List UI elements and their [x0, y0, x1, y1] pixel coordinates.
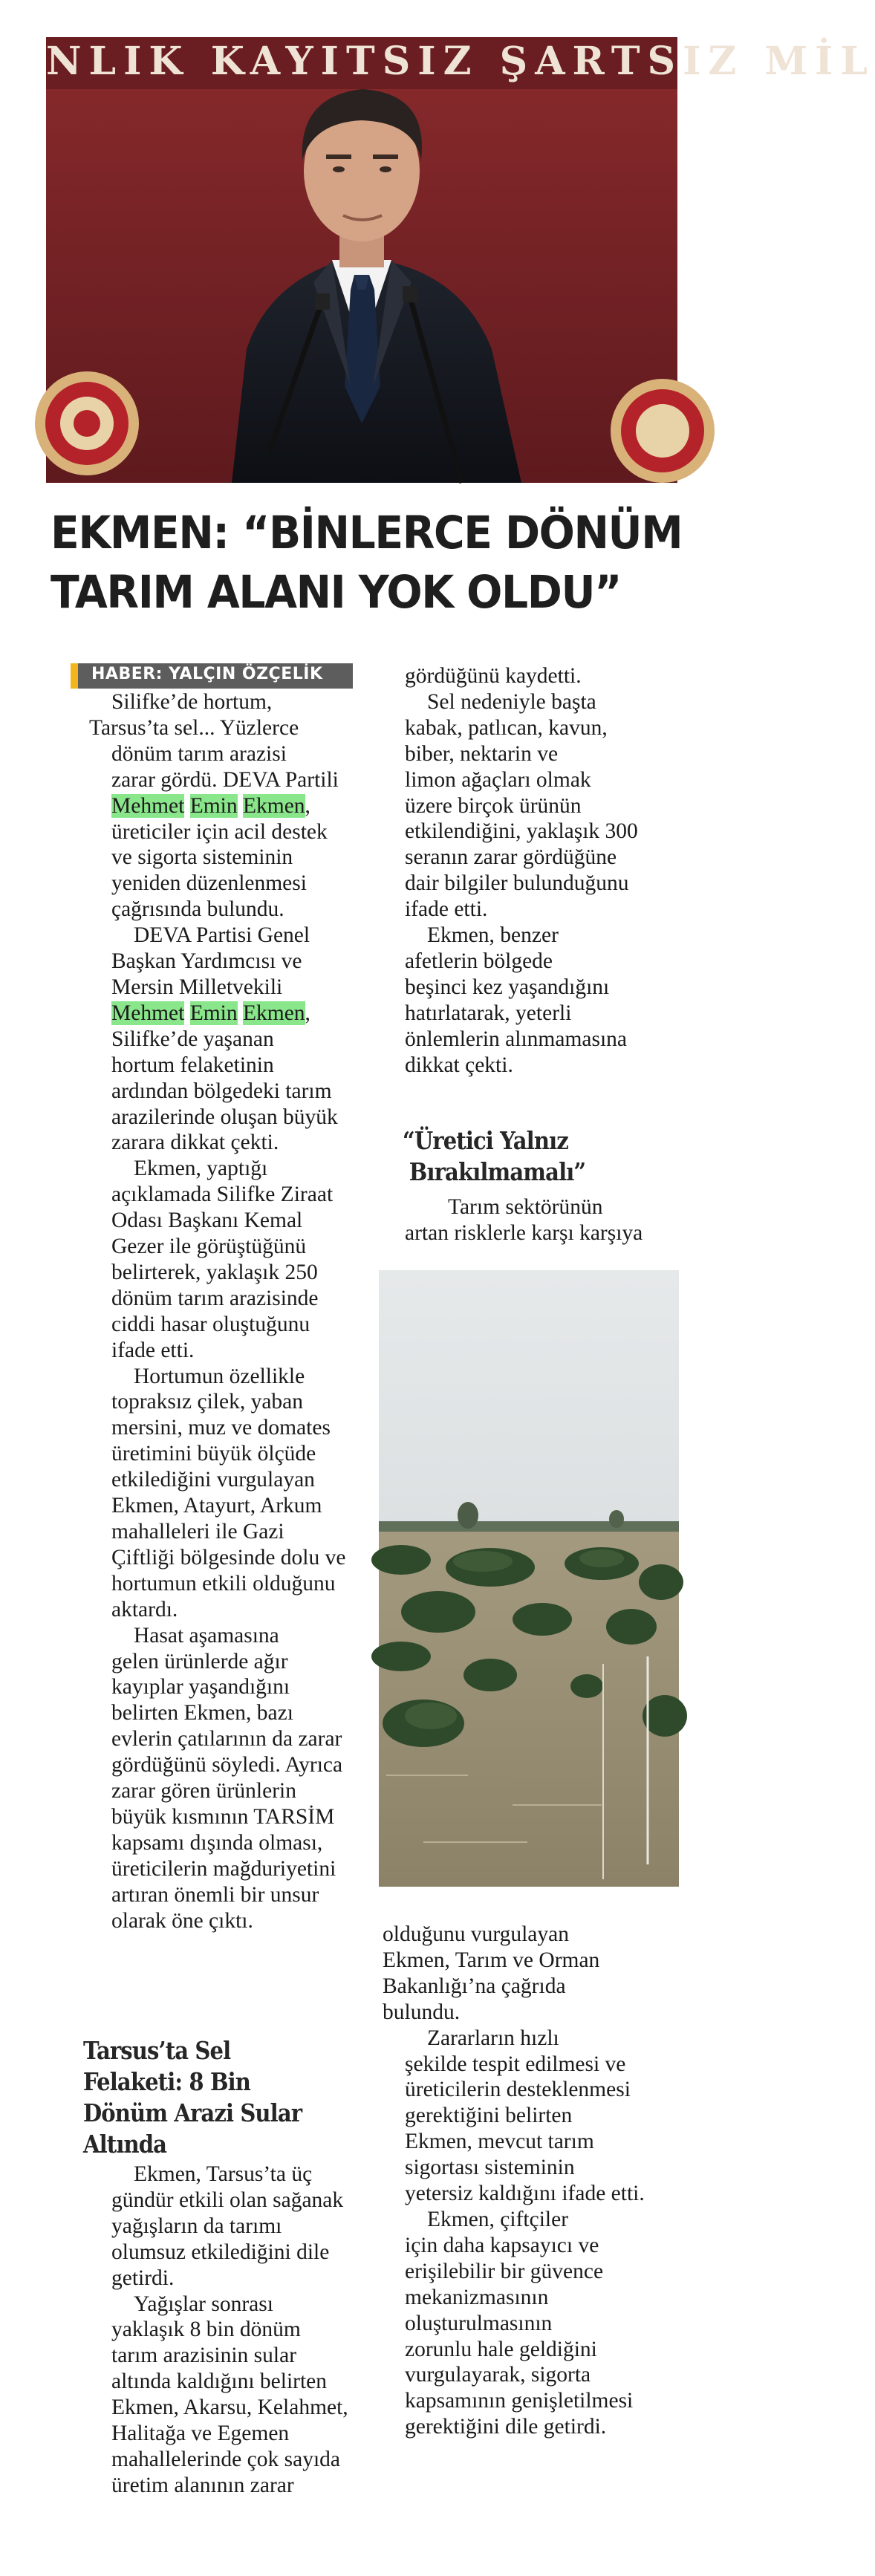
text-line: Sel nedeniyle başta	[427, 689, 596, 714]
text-line: tarım arazisinin sular	[111, 2344, 297, 2368]
highlighted-name-first: Mehmet	[111, 1001, 185, 1025]
paragraph-intro	[89, 689, 364, 923]
highlighted-name-last: Ekmen	[242, 793, 305, 818]
text-line: mahalleleri ile Gazi	[111, 1520, 284, 1544]
text-line: erişilebilir bir güvence	[405, 2259, 604, 2283]
text-line: çağrısında bulundu.	[111, 897, 284, 922]
text-line: etkilediğini vurgulayan	[111, 1468, 315, 1492]
text-line: kabak, patlıcan, kavun,	[405, 715, 608, 740]
text-line: gerektiğini dile getirdi.	[405, 2415, 607, 2439]
text-line: afetlerin bölgede	[405, 949, 553, 973]
paragraph-r2	[383, 689, 680, 923]
highlighted-name-last: Ekmen	[242, 1001, 305, 1025]
text-line: gördüğünü kaydetti.	[405, 664, 582, 688]
text-line: yağışların da tarımı	[111, 2214, 282, 2238]
headline-line-2: TARIM ALANI YOK OLDU”	[51, 566, 622, 619]
byline-text: HABER: YALÇIN ÖZÇELİK	[91, 665, 323, 683]
text-line: Ekmen, mevcut tarım	[405, 2130, 594, 2154]
text-line: ifade etti.	[405, 897, 488, 922]
subhead-line: Dönüm Arazi Sular	[83, 2098, 302, 2127]
text-line: Silifke’de hortum,	[111, 690, 273, 714]
text-line: artıran önemli bir unsur	[111, 1882, 319, 1907]
text-line: zarar gördü. DEVA Partili	[111, 767, 339, 792]
text-line: açıklamada Silifke Ziraat	[111, 1183, 334, 1207]
text-line: arazilerinde oluşan büyük	[111, 1105, 338, 1129]
paragraph-7	[89, 2292, 364, 2499]
text-line: aktardı.	[111, 1597, 178, 1622]
paragraph-r1	[383, 663, 680, 689]
text-line: Bakanlığı’na çağrıda	[383, 1974, 566, 1998]
subhead-line: “Üretici Yalnız	[403, 1126, 568, 1155]
text-line: bulundu.	[383, 2000, 461, 2024]
text-line: için daha kapsayıcı ve	[405, 2233, 599, 2257]
paragraph-r4	[383, 1194, 680, 1246]
text-line: ve sigorta sisteminin	[111, 845, 293, 870]
text-line: Ekmen, Tarım ve Orman	[383, 1948, 600, 1972]
text-line: Ekmen, çiftçiler	[427, 2207, 569, 2231]
text-line: getirdi.	[111, 2266, 175, 2290]
text-line: Ekmen, Tarsus’ta üç	[134, 2162, 313, 2186]
right-column-intro	[383, 1194, 680, 1246]
paragraph-6	[89, 2162, 364, 2292]
paragraph-r6	[383, 2026, 680, 2207]
text-line: ardından bölgedeki tarım	[111, 1079, 332, 1103]
text-line: şekilde tespit edilmesi ve	[405, 2052, 626, 2076]
text-line: üretimini büyük ölçüde	[111, 1442, 316, 1466]
text-line: mahallelerinde çok sayıda	[111, 2447, 340, 2471]
text-line: oluşturulmasının	[405, 2311, 553, 2335]
text-line: üreticiler için acil destek	[111, 819, 328, 844]
paragraph-5	[89, 1623, 364, 1934]
text-line: vurgulayarak, sigorta	[405, 2363, 591, 2387]
text-line: dönüm tarım arazisi	[111, 741, 287, 766]
text-line: Tarsus’ta sel... Yüzlerce	[89, 715, 299, 740]
highlighted-name-middle: Emin	[189, 793, 238, 818]
politician-photo-illustration	[46, 37, 875, 483]
text-line: önlemlerin alınmamasına	[405, 1027, 628, 1051]
text-line: topraksız çilek, yaban	[111, 1390, 304, 1414]
text-line: Ekmen, Atayurt, Arkum	[111, 1494, 322, 1518]
text-line: yeniden düzenlenmesi	[111, 871, 307, 896]
text-line: evlerin çatılarının da zarar	[111, 1727, 342, 1752]
text-line: kayıplar yaşandığını	[111, 1675, 290, 1700]
text-line: üretim alanının zarar	[111, 2473, 294, 2497]
text-line: biber, nektarin ve	[405, 741, 559, 766]
text-line: Çiftliği bölgesinde dolu ve	[111, 1545, 346, 1570]
text-line: yetersiz kaldığını ifade etti.	[405, 2182, 645, 2206]
wall-inscription: NLIK KAYITSIZ ŞARTSIZ MİL	[46, 39, 875, 84]
text-line: Mersin Milletvekili	[111, 975, 283, 999]
text-line: ifade etti.	[111, 1338, 195, 1362]
text-line: üreticilerin desteklenmesi	[405, 2078, 631, 2102]
paragraph-4	[89, 1364, 364, 1623]
text-line: Hortumun özellikle	[134, 1364, 305, 1388]
subhead-line: Tarsus’ta Sel	[83, 2036, 231, 2065]
text-line: mekanizmasının	[405, 2285, 549, 2309]
headline	[51, 504, 683, 622]
text-line: dair bilgiler bulunduğunu	[405, 871, 629, 896]
text-line: beşinci kez yaşandığını	[405, 975, 610, 999]
text-line: DEVA Partisi Genel	[134, 923, 310, 948]
text-line: olumsuz etkilediğini dile	[111, 2240, 330, 2264]
text-line: gerektiğini belirten	[405, 2104, 573, 2128]
byline-badge	[71, 663, 353, 689]
right-column-top	[383, 663, 680, 1079]
text-line: olarak öne çıktı.	[111, 1908, 253, 1933]
text-line: seranın zarar gördüğüne	[405, 845, 617, 870]
text-line: limon ağaçları olmak	[405, 767, 591, 792]
text-line: altında kaldığını belirten	[111, 2370, 328, 2394]
paragraph-r7	[383, 2207, 680, 2440]
text-line: Tarım sektörünün	[448, 1195, 603, 1219]
text-line: Ekmen, benzer	[427, 923, 559, 948]
text-line: belirterek, yaklaşık 250	[111, 1260, 318, 1284]
paragraph-r3	[383, 923, 680, 1078]
headline-line-1: EKMEN: “BİNLERCE DÖNÜM	[51, 507, 683, 559]
text-line: belirten Ekmen, bazı	[111, 1701, 293, 1726]
highlighted-name-first: Mehmet	[111, 793, 185, 818]
subhead-line: Felaketi: 8 Bin	[83, 2067, 251, 2096]
name-comma: ,	[305, 1001, 310, 1025]
text-line: gördüğünü söyledi. Ayrıca	[111, 1753, 343, 1777]
text-line: zarar gören ürünlerin	[111, 1779, 296, 1803]
text-line: mersini, muz ve domates	[111, 1416, 331, 1440]
text-line: Silifke’de yaşanan	[111, 1027, 274, 1051]
highlighted-name-middle: Emin	[189, 1001, 238, 1025]
text-line: kapsamı dışında olması,	[111, 1830, 323, 1855]
text-line: Başkan Yardımcısı ve	[111, 949, 302, 974]
politician-photo	[46, 37, 875, 483]
text-line: gelen ürünlerde ağır	[111, 1649, 288, 1674]
text-line: dikkat çekti.	[405, 1053, 513, 1077]
text-line: Zararların hızlı	[427, 2026, 559, 2050]
name-line	[89, 1001, 364, 1027]
text-line: hortumun etkili olduğunu	[111, 1571, 336, 1596]
text-line: sigortası sisteminin	[405, 2156, 575, 2180]
text-line: üzere birçok ürünün	[405, 793, 582, 818]
right-seal-emblem	[611, 379, 715, 483]
text-line: yaklaşık 8 bin dönüm	[111, 2318, 301, 2342]
text-line: olduğunu vurgulayan	[383, 1922, 569, 1946]
paragraph-r5	[383, 1922, 680, 2026]
text-line: Odası Başkanı Kemal	[111, 1209, 303, 1233]
left-seal-emblem	[35, 371, 139, 475]
subhead-tarsus	[83, 2035, 302, 2160]
text-line: hatırlatarak, yeterli	[405, 1001, 572, 1025]
left-column-bottom	[89, 2162, 364, 2499]
text-line: Hasat aşamasına	[134, 1623, 279, 1648]
name-line	[89, 793, 364, 819]
text-line: gündür etkili olan sağanak	[111, 2188, 344, 2212]
subhead-uretici	[403, 1125, 585, 1188]
name-comma: ,	[305, 793, 310, 818]
text-line: hortum felaketinin	[111, 1053, 274, 1077]
left-column-top	[89, 689, 364, 1934]
flood-photo	[379, 1270, 679, 1887]
text-line: dönüm tarım arazisinde	[111, 1286, 319, 1310]
right-column-bottom	[383, 1922, 680, 2440]
subhead-line: Altında	[83, 2130, 167, 2159]
text-line: zarara dikkat çekti.	[111, 1131, 279, 1155]
paragraph-2	[89, 923, 364, 1156]
text-line: etkilendiğini, yaklaşık 300	[405, 819, 638, 844]
text-line: Ekmen, Akarsu, Kelahmet,	[111, 2396, 348, 2420]
text-line: ciddi hasar oluştuğunu	[111, 1312, 310, 1336]
text-line: Ekmen, yaptığı	[134, 1157, 268, 1181]
byline-accent-bar	[71, 663, 78, 689]
text-line: büyük kısmının TARSİM	[111, 1804, 335, 1829]
text-line: Halitağa ve Egemen	[111, 2421, 290, 2446]
text-line: zorunlu hale geldiğini	[405, 2337, 597, 2361]
text-line: Gezer ile görüştüğünü	[111, 1235, 307, 1259]
paragraph-3	[89, 1156, 364, 1363]
text-line: artan risklerle karşı karşıya	[405, 1220, 643, 1245]
text-line: üreticilerin mağduriyetini	[111, 1856, 336, 1881]
text-line: kapsamının genişletilmesi	[405, 2389, 634, 2413]
text-line: Yağışlar sonrası	[134, 2292, 273, 2316]
subhead-line: Bırakılmamalı”	[409, 1157, 586, 1186]
flood-photo-illustration	[379, 1270, 679, 1887]
